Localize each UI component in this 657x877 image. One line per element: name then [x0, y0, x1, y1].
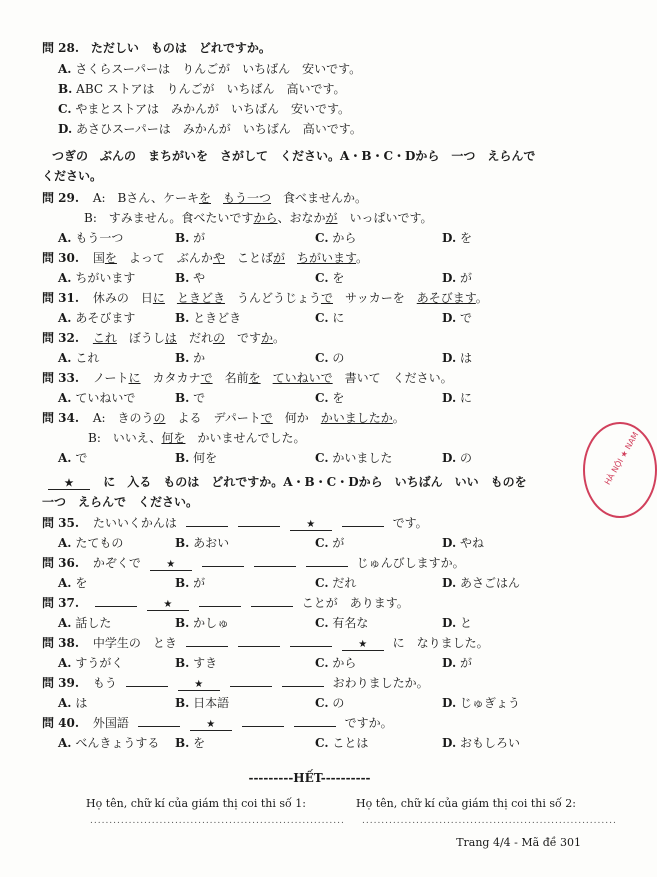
q39-option-c[interactable]: C. の — [315, 696, 345, 710]
star-blank[interactable]: ★ — [342, 639, 384, 651]
q31-option-a[interactable]: A. あそびます — [58, 311, 136, 325]
q38-option-d[interactable]: D. が — [442, 656, 472, 670]
q31-option-c[interactable]: C. に — [315, 311, 345, 325]
q29-option-a[interactable]: A. もう一つ — [58, 231, 124, 245]
official-stamp — [583, 422, 657, 518]
q38-option-a[interactable]: A. すうがく — [58, 656, 124, 670]
star-blank[interactable]: ★ — [290, 519, 332, 531]
end-mark: ---------HẾT---------- — [248, 771, 371, 785]
instruction-1-line2: ください。 — [42, 169, 103, 183]
q34-option-c[interactable]: C. かいました — [315, 451, 393, 465]
answer-blank[interactable] — [251, 595, 293, 607]
star-blank: ★ — [48, 478, 90, 490]
q35-option-d[interactable]: D. やね — [442, 536, 484, 550]
question-33: 問 33. ノートに カタカナで 名前を ていねいで 書いて ください。 — [42, 371, 453, 385]
question-40: 問 40. 外国語 ★ ですか。 — [42, 716, 393, 730]
question-34-b: B: いいえ、何を かいませんでした。 — [88, 431, 306, 445]
q35-option-a[interactable]: A. たてもの — [58, 536, 124, 550]
q39-option-b[interactable]: B. 日本語 — [175, 696, 230, 710]
q29-option-c[interactable]: C. から — [315, 231, 357, 245]
signature-line-2[interactable]: .................................................................. — [362, 816, 617, 826]
star-blank[interactable]: ★ — [150, 559, 192, 571]
q36-option-c[interactable]: C. だれ — [315, 576, 357, 590]
answer-blank[interactable] — [238, 635, 280, 647]
answer-blank[interactable] — [138, 715, 180, 727]
q32-option-b[interactable]: B. か — [175, 351, 206, 365]
question-29-b: B: すみません。食べたいですから、おなかが いっぱいです。 — [84, 211, 433, 225]
q37-option-b[interactable]: B. かしゅ — [175, 616, 230, 630]
answer-blank[interactable] — [186, 635, 228, 647]
q38-option-b[interactable]: B. すき — [175, 656, 218, 670]
question-35: 問 35. たいいくかんは ★ です。 — [42, 516, 428, 530]
q30-option-c[interactable]: C. を — [315, 271, 345, 285]
instruction-1-line1: つぎの ぶんの まちがいを さがして ください。A・B・C・Dから 一つ えらんで — [52, 149, 536, 163]
answer-blank[interactable] — [254, 555, 296, 567]
question-31: 問 31. 休みの 日に ときどき うんどうじょうで サッカーを あそびます。 — [42, 291, 488, 305]
q38-option-c[interactable]: C. から — [315, 656, 357, 670]
star-blank[interactable]: ★ — [190, 719, 232, 731]
q36-option-b[interactable]: B. が — [175, 576, 206, 590]
answer-blank[interactable] — [202, 555, 244, 567]
q32-option-c[interactable]: C. の — [315, 351, 345, 365]
answer-blank[interactable] — [186, 515, 228, 527]
question-34: 問 34. A: きのうの よる デパートで 何か かいましたか。 — [42, 411, 405, 425]
question-text: ただしい ものは どれですか。 — [90, 41, 271, 55]
q37-option-d[interactable]: D. と — [442, 616, 472, 630]
q28-option-a[interactable]: A. さくらスーパーは りんごが いちばん 安いです。 — [58, 62, 362, 76]
q32-option-d[interactable]: D. は — [442, 351, 472, 365]
q31-option-b[interactable]: B. ときどき — [175, 311, 242, 325]
q34-option-b[interactable]: B. 何を — [175, 451, 218, 465]
question-38: 問 38. 中学生の とき ★ に なりました。 — [42, 636, 489, 650]
q33-option-a[interactable]: A. ていねいで — [58, 391, 136, 405]
question-39: 問 39. もう ★ おわりましたか。 — [42, 676, 429, 690]
q31-option-d[interactable]: D. で — [442, 311, 472, 325]
q40-option-d[interactable]: D. おもしろい — [442, 736, 520, 750]
q28-option-b[interactable]: B. ABC ストアは りんごが いちばん 高いです。 — [58, 82, 346, 96]
q34-option-a[interactable]: A. で — [58, 451, 88, 465]
answer-blank[interactable] — [306, 555, 348, 567]
q30-option-b[interactable]: B. や — [175, 271, 206, 285]
q33-option-c[interactable]: C. を — [315, 391, 345, 405]
answer-blank[interactable] — [95, 595, 137, 607]
answer-blank[interactable] — [126, 675, 168, 687]
answer-blank[interactable] — [238, 515, 280, 527]
answer-blank[interactable] — [199, 595, 241, 607]
question-29: 問 29. A: Bさん、ケーキを もう一つ 食べませんか。 — [42, 191, 368, 205]
star-blank[interactable]: ★ — [147, 599, 189, 611]
answer-blank[interactable] — [294, 715, 336, 727]
q39-option-d[interactable]: D. じゅぎょう — [442, 696, 520, 710]
q29-option-b[interactable]: B. が — [175, 231, 206, 245]
answer-blank[interactable] — [290, 635, 332, 647]
question-37: 問 37. ★ ことが あります。 — [42, 596, 409, 610]
q33-option-b[interactable]: B. で — [175, 391, 206, 405]
question-36: 問 36. かぞくで ★ じゅんびしますか。 — [42, 556, 465, 570]
answer-blank[interactable] — [282, 675, 324, 687]
instruction-2-line2: 一つ えらんで ください。 — [42, 495, 199, 509]
answer-blank[interactable] — [230, 675, 272, 687]
q40-option-b[interactable]: B. を — [175, 736, 206, 750]
q33-option-d[interactable]: D. に — [442, 391, 472, 405]
q28-option-c[interactable]: C. やまとストアは みかんが いちばん 安いです。 — [58, 102, 351, 116]
q34-option-d[interactable]: D. の — [442, 451, 472, 465]
q40-option-a[interactable]: A. べんきょうする — [58, 736, 160, 750]
question-28 — [42, 40, 271, 56]
q37-option-a[interactable]: A. 話した — [58, 616, 112, 630]
q28-option-d[interactable]: D. あさひスーパーは みかんが いちばん 高いです。 — [58, 122, 362, 136]
instruction-2-line1: ★ に 入る ものは どれですか。A・B・C・Dから いちばん いい ものを — [48, 474, 527, 490]
star-blank[interactable]: ★ — [178, 679, 220, 691]
stamp-text: HÀ NỘI ★ NAM — [602, 430, 641, 487]
answer-blank[interactable] — [342, 515, 384, 527]
answer-blank[interactable] — [242, 715, 284, 727]
question-30: 問 30. 国を よって ぶんかや ことばが ちがいます。 — [42, 251, 369, 265]
q30-option-d[interactable]: D. が — [442, 271, 472, 285]
q40-option-c[interactable]: C. ことは — [315, 736, 369, 750]
q37-option-c[interactable]: C. 有名な — [315, 616, 369, 630]
signature-line-1[interactable]: .................................................................. — [90, 816, 345, 826]
q39-option-a[interactable]: A. は — [58, 696, 88, 710]
question-32: 問 32. これ ぼうしは だれの ですか。 — [42, 331, 286, 345]
q29-option-d[interactable]: D. を — [442, 231, 472, 245]
q36-option-d[interactable]: D. あさごはん — [442, 576, 520, 590]
q30-option-a[interactable]: A. ちがいます — [58, 271, 136, 285]
question-label: 問 28. — [42, 41, 80, 55]
q32-option-a[interactable]: A. これ — [58, 351, 100, 365]
invigilator-1-label: Họ tên, chữ kí của giám thị coi thi số 1: — [86, 797, 306, 810]
q35-option-b[interactable]: B. あおい — [175, 536, 230, 550]
q35-option-c[interactable]: C. が — [315, 536, 345, 550]
invigilator-2-label: Họ tên, chữ kí của giám thị coi thi số 2: — [356, 797, 576, 810]
page-footer: Trang 4/4 - Mã đề 301 — [456, 836, 581, 849]
q36-option-a[interactable]: A. を — [58, 576, 88, 590]
